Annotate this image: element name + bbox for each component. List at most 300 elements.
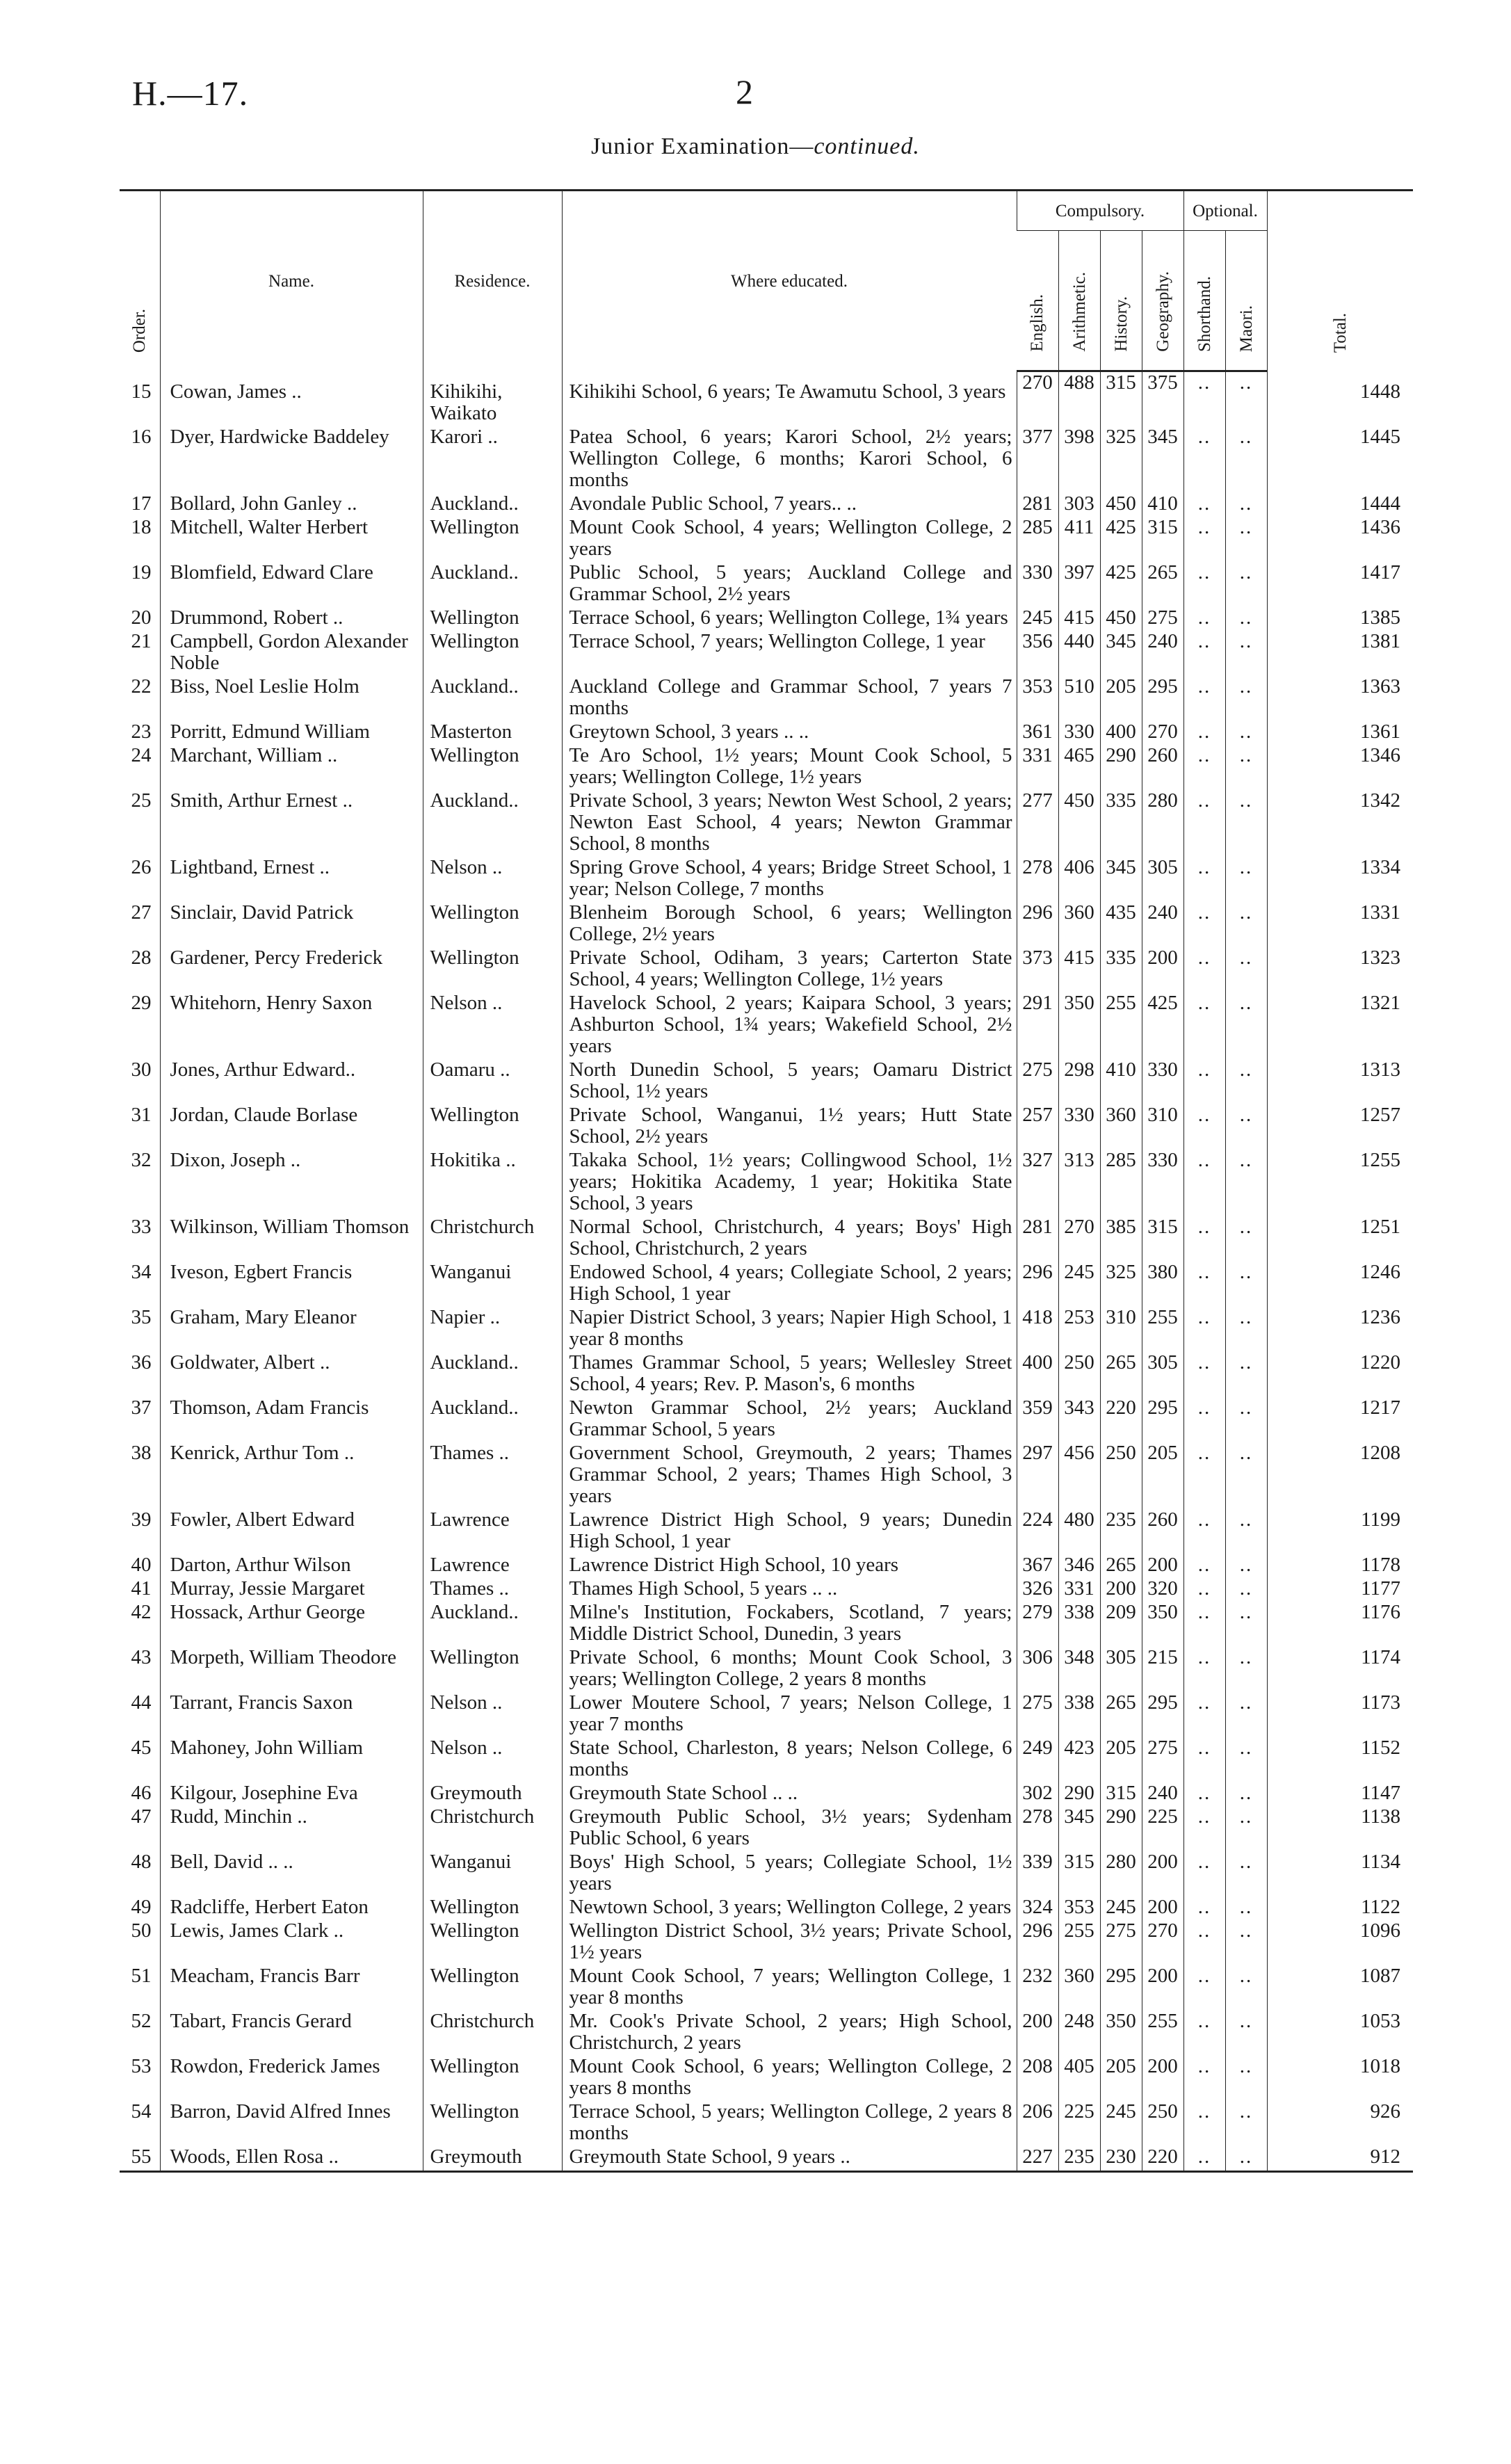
name-cell: Rudd, Minchin ..	[160, 1806, 423, 1851]
maori-mark: ..	[1225, 1782, 1267, 1806]
arithmetic-mark: 398	[1058, 426, 1100, 493]
arithmetic-mark: 360	[1058, 1965, 1100, 2011]
arithmetic-mark: 330	[1058, 1104, 1100, 1150]
name-cell: Drummond, Robert ..	[160, 607, 423, 631]
educated-cell: Takaka School, 1½ years; Collingwood School, 1½ years; Hokitika Academy, 1 year; Hokitika State School, 3 years	[562, 1150, 1017, 1216]
name-cell: Rowdon, Frederick James	[160, 2056, 423, 2101]
english-mark: 306	[1017, 1647, 1058, 1692]
history-mark: 410	[1100, 1059, 1142, 1104]
residence-cell: Nelson ..	[423, 1692, 562, 1737]
name-cell: Radcliffe, Herbert Eaton	[160, 1897, 423, 1920]
order-cell: 51	[131, 1965, 152, 1987]
history-mark: 200	[1100, 1578, 1142, 1602]
educated-cell: Endowed School, 4 years; Collegiate School, 2 years; High School, 1 year	[562, 1262, 1017, 1307]
col-arithmetic-header: Arithmetic.	[1058, 231, 1100, 371]
maori-mark: ..	[1225, 562, 1267, 607]
english-mark: 270	[1017, 371, 1058, 426]
geography-mark: 310	[1142, 1104, 1183, 1150]
geography-mark: 295	[1142, 1692, 1183, 1737]
table-body	[120, 371, 1413, 2172]
history-mark: 265	[1100, 1692, 1142, 1737]
col-residence-header: Residence.	[423, 191, 562, 371]
table-row	[120, 562, 1413, 607]
residence-cell: Auckland..	[423, 1397, 562, 1442]
educated-cell: Lower Moutere School, 7 years; Nelson College, 1 year 7 months	[562, 1692, 1017, 1737]
residence-cell: Christchurch	[423, 2011, 562, 2056]
history-mark: 315	[1100, 1782, 1142, 1806]
order-cell: 26	[131, 856, 152, 878]
col-maori-header: Maori.	[1225, 231, 1267, 371]
name-cell: Biss, Noel Leslie Holm	[160, 676, 423, 721]
residence-cell: Auckland..	[423, 676, 562, 721]
educated-cell: Private School, 6 months; Mount Cook School, 3 years; Wellington College, 2 years 8 months	[562, 1647, 1017, 1692]
arithmetic-mark: 343	[1058, 1397, 1100, 1442]
order-cell: 52	[131, 2010, 152, 2032]
residence-cell: Wellington	[423, 1897, 562, 1920]
total-mark: 1445	[1267, 426, 1413, 493]
english-mark: 339	[1017, 1851, 1058, 1897]
total-mark: 1321	[1267, 992, 1413, 1059]
shorthand-mark: ..	[1183, 992, 1225, 1059]
total-mark: 912	[1267, 2146, 1413, 2172]
order-cell: 19	[131, 561, 152, 583]
geography-mark: 225	[1142, 1806, 1183, 1851]
arithmetic-mark: 415	[1058, 947, 1100, 992]
shorthand-mark: ..	[1183, 721, 1225, 745]
name-cell: Bollard, John Ganley ..	[160, 493, 423, 517]
english-mark: 275	[1017, 1692, 1058, 1737]
residence-cell: Masterton	[423, 721, 562, 745]
arithmetic-mark: 303	[1058, 493, 1100, 517]
arithmetic-mark: 440	[1058, 631, 1100, 676]
residence-cell: Auckland..	[423, 790, 562, 857]
order-cell: 21	[131, 630, 152, 652]
geography-mark: 280	[1142, 790, 1183, 857]
geography-mark: 205	[1142, 1442, 1183, 1509]
english-mark: 353	[1017, 676, 1058, 721]
table-row	[120, 1737, 1413, 1782]
shorthand-mark: ..	[1183, 607, 1225, 631]
shorthand-mark: ..	[1183, 371, 1225, 426]
english-mark: 377	[1017, 426, 1058, 493]
name-cell: Tarrant, Francis Saxon	[160, 1692, 423, 1737]
order-cell: 44	[131, 1691, 152, 1714]
residence-cell: Wellington	[423, 2056, 562, 2101]
history-mark: 205	[1100, 676, 1142, 721]
residence-cell: Wellington	[423, 631, 562, 676]
english-mark: 302	[1017, 1782, 1058, 1806]
order-cell: 46	[131, 1782, 152, 1804]
english-mark: 359	[1017, 1397, 1058, 1442]
geography-mark: 240	[1142, 631, 1183, 676]
maori-mark: ..	[1225, 745, 1267, 790]
geography-mark: 265	[1142, 562, 1183, 607]
maori-mark: ..	[1225, 721, 1267, 745]
maori-mark: ..	[1225, 947, 1267, 992]
col-order-header: Order.	[120, 191, 160, 371]
maori-mark: ..	[1225, 1806, 1267, 1851]
total-mark: 1313	[1267, 1059, 1413, 1104]
english-mark: 326	[1017, 1578, 1058, 1602]
geography-mark: 255	[1142, 2011, 1183, 2056]
educated-cell: Mount Cook School, 4 years; Wellington College, 2 years	[562, 517, 1017, 562]
educated-cell: Private School, Wanganui, 1½ years; Hutt State School, 2½ years	[562, 1104, 1017, 1150]
shorthand-mark: ..	[1183, 1578, 1225, 1602]
history-mark: 335	[1100, 947, 1142, 992]
residence-cell: Nelson ..	[423, 1737, 562, 1782]
name-cell: Porritt, Edmund William	[160, 721, 423, 745]
table-row	[120, 1442, 1413, 1509]
maori-mark: ..	[1225, 676, 1267, 721]
table-row	[120, 1262, 1413, 1307]
history-mark: 280	[1100, 1851, 1142, 1897]
geography-mark: 275	[1142, 607, 1183, 631]
english-mark: 278	[1017, 1806, 1058, 1851]
table-row	[120, 1578, 1413, 1602]
educated-cell: Newton Grammar School, 2½ years; Auckland Grammar School, 5 years	[562, 1397, 1017, 1442]
shorthand-mark: ..	[1183, 1442, 1225, 1509]
english-mark: 331	[1017, 745, 1058, 790]
name-cell: Whitehorn, Henry Saxon	[160, 992, 423, 1059]
page-title	[0, 134, 1511, 160]
order-cell: 50	[131, 1919, 152, 1942]
compulsory-group-header: Compulsory.	[1017, 191, 1183, 231]
shorthand-mark: ..	[1183, 1647, 1225, 1692]
total-mark: 1363	[1267, 676, 1413, 721]
residence-cell: Wellington	[423, 947, 562, 992]
shorthand-mark: ..	[1183, 1150, 1225, 1216]
residence-cell: Lawrence	[423, 1554, 562, 1578]
geography-mark: 275	[1142, 1737, 1183, 1782]
total-mark: 1323	[1267, 947, 1413, 992]
history-mark: 335	[1100, 790, 1142, 857]
history-mark: 345	[1100, 857, 1142, 902]
residence-cell: Karori ..	[423, 426, 562, 493]
col-geography-header: Geography.	[1142, 231, 1183, 371]
educated-cell: Boys' High School, 5 years; Collegiate School, 1½ years	[562, 1851, 1017, 1897]
geography-mark: 315	[1142, 1216, 1183, 1262]
maori-mark: ..	[1225, 1262, 1267, 1307]
maori-mark: ..	[1225, 1059, 1267, 1104]
history-mark: 310	[1100, 1307, 1142, 1352]
geography-mark: 330	[1142, 1059, 1183, 1104]
residence-cell: Thames ..	[423, 1578, 562, 1602]
history-mark: 350	[1100, 2011, 1142, 2056]
order-cell: 35	[131, 1306, 152, 1328]
name-cell: Gardener, Percy Frederick	[160, 947, 423, 992]
educated-cell: Public School, 5 years; Auckland College and Grammar School, 2½ years	[562, 562, 1017, 607]
total-mark: 1257	[1267, 1104, 1413, 1150]
shorthand-mark: ..	[1183, 1806, 1225, 1851]
table-row	[120, 1104, 1413, 1150]
geography-mark: 240	[1142, 1782, 1183, 1806]
maori-mark: ..	[1225, 790, 1267, 857]
table-row	[120, 1851, 1413, 1897]
order-cell: 18	[131, 516, 152, 538]
arithmetic-mark: 313	[1058, 1150, 1100, 1216]
history-mark: 450	[1100, 493, 1142, 517]
total-mark: 1176	[1267, 1602, 1413, 1647]
history-mark: 435	[1100, 902, 1142, 947]
english-mark: 224	[1017, 1509, 1058, 1554]
total-mark: 1138	[1267, 1806, 1413, 1851]
name-cell: Campbell, Gordon Alexander Noble	[160, 631, 423, 676]
order-cell: 55	[120, 2146, 160, 2172]
shorthand-mark: ..	[1183, 676, 1225, 721]
residence-cell: Wellington	[423, 1965, 562, 2011]
history-mark: 245	[1100, 2101, 1142, 2146]
col-total-header: Total.	[1267, 191, 1413, 371]
name-cell: Lightband, Ernest ..	[160, 857, 423, 902]
residence-cell: Auckland..	[423, 562, 562, 607]
arithmetic-mark: 225	[1058, 2101, 1100, 2146]
total-mark: 1381	[1267, 631, 1413, 676]
maori-mark: ..	[1225, 1692, 1267, 1737]
table-row	[120, 1806, 1413, 1851]
arithmetic-mark: 315	[1058, 1851, 1100, 1897]
arithmetic-mark: 330	[1058, 721, 1100, 745]
shorthand-mark: ..	[1183, 2101, 1225, 2146]
total-mark: 1246	[1267, 1262, 1413, 1307]
geography-mark: 270	[1142, 1920, 1183, 1965]
total-mark: 1134	[1267, 1851, 1413, 1897]
page-number: 2	[736, 72, 753, 111]
residence-cell: Auckland..	[423, 1602, 562, 1647]
total-mark: 1255	[1267, 1150, 1413, 1216]
table-header	[120, 191, 1413, 371]
educated-cell: North Dunedin School, 5 years; Oamaru District School, 1½ years	[562, 1059, 1017, 1104]
geography-mark: 200	[1142, 1554, 1183, 1578]
name-cell: Dixon, Joseph ..	[160, 1150, 423, 1216]
shorthand-mark: ..	[1183, 1352, 1225, 1397]
geography-mark: 260	[1142, 1509, 1183, 1554]
residence-cell: Kihikihi, Waikato	[423, 371, 562, 426]
table-row	[120, 631, 1413, 676]
col-english-header: English.	[1017, 231, 1058, 371]
table-row	[120, 902, 1413, 947]
col-history-header: History.	[1100, 231, 1142, 371]
table-row	[120, 493, 1413, 517]
english-mark: 296	[1017, 1262, 1058, 1307]
history-mark: 245	[1100, 1897, 1142, 1920]
educated-cell: Government School, Greymouth, 2 years; Thames Grammar School, 2 years; Thames High School, 3 years	[562, 1442, 1017, 1509]
educated-cell: Patea School, 6 years; Karori School, 2½ years; Wellington College, 6 months; Karori School, 6 months	[562, 426, 1017, 493]
optional-group-header: Optional.	[1183, 191, 1267, 231]
arithmetic-mark: 235	[1058, 2146, 1100, 2172]
maori-mark: ..	[1225, 992, 1267, 1059]
english-mark: 373	[1017, 947, 1058, 992]
residence-cell: Nelson ..	[423, 857, 562, 902]
shorthand-mark: ..	[1183, 790, 1225, 857]
order-cell: 16	[131, 426, 152, 448]
geography-mark: 200	[1142, 1965, 1183, 2011]
name-cell: Marchant, William ..	[160, 745, 423, 790]
arithmetic-mark: 488	[1058, 371, 1100, 426]
arithmetic-mark: 450	[1058, 790, 1100, 857]
shorthand-mark: ..	[1183, 902, 1225, 947]
english-mark: 418	[1017, 1307, 1058, 1352]
order-cell: 22	[131, 675, 152, 698]
english-mark: 208	[1017, 2056, 1058, 2101]
educated-cell: Greymouth State School .. ..	[562, 1782, 1017, 1806]
arithmetic-mark: 245	[1058, 1262, 1100, 1307]
total-mark: 1096	[1267, 1920, 1413, 1965]
arithmetic-mark: 248	[1058, 2011, 1100, 2056]
english-mark: 279	[1017, 1602, 1058, 1647]
name-cell: Dyer, Hardwicke Baddeley	[160, 426, 423, 493]
geography-mark: 295	[1142, 676, 1183, 721]
total-mark: 1444	[1267, 493, 1413, 517]
history-mark: 250	[1100, 1442, 1142, 1509]
educated-cell: Kihikihi School, 6 years; Te Awamutu School, 3 years	[562, 371, 1017, 426]
geography-mark: 200	[1142, 1897, 1183, 1920]
total-mark: 1385	[1267, 607, 1413, 631]
english-mark: 296	[1017, 1920, 1058, 1965]
order-cell: 45	[131, 1737, 152, 1759]
order-cell: 41	[131, 1577, 152, 1600]
total-mark: 1448	[1267, 371, 1413, 426]
english-mark: 275	[1017, 1059, 1058, 1104]
name-cell: Smith, Arthur Ernest ..	[160, 790, 423, 857]
residence-cell: Wellington	[423, 1920, 562, 1965]
total-mark: 1331	[1267, 902, 1413, 947]
geography-mark: 410	[1142, 493, 1183, 517]
order-cell: 31	[131, 1104, 152, 1126]
shorthand-mark: ..	[1183, 1602, 1225, 1647]
english-mark: 327	[1017, 1150, 1058, 1216]
order-cell: 17	[131, 492, 152, 515]
arithmetic-mark: 298	[1058, 1059, 1100, 1104]
arithmetic-mark: 415	[1058, 607, 1100, 631]
order-cell: 53	[131, 2055, 152, 2077]
page-code: H.—17.	[132, 74, 249, 113]
educated-cell: Lawrence District High School, 9 years; Dunedin High School, 1 year	[562, 1509, 1017, 1554]
shorthand-mark: ..	[1183, 426, 1225, 493]
maori-mark: ..	[1225, 1851, 1267, 1897]
shorthand-mark: ..	[1183, 1216, 1225, 1262]
table-row	[120, 1509, 1413, 1554]
shorthand-mark: ..	[1183, 1897, 1225, 1920]
shorthand-mark: ..	[1183, 1059, 1225, 1104]
maori-mark: ..	[1225, 1602, 1267, 1647]
maori-mark: ..	[1225, 1150, 1267, 1216]
shorthand-mark: ..	[1183, 493, 1225, 517]
shorthand-mark: ..	[1183, 1965, 1225, 2011]
total-mark: 1251	[1267, 1216, 1413, 1262]
table-row	[120, 1647, 1413, 1692]
order-cell: 39	[131, 1508, 152, 1531]
arithmetic-mark: 456	[1058, 1442, 1100, 1509]
table-row	[120, 1782, 1413, 1806]
order-cell: 48	[131, 1851, 152, 1873]
geography-mark: 200	[1142, 1851, 1183, 1897]
maori-mark: ..	[1225, 1554, 1267, 1578]
residence-cell: Greymouth	[423, 1782, 562, 1806]
order-cell: 28	[131, 947, 152, 969]
geography-mark: 350	[1142, 1602, 1183, 1647]
arithmetic-mark: 405	[1058, 2056, 1100, 2101]
geography-mark: 200	[1142, 947, 1183, 992]
maori-mark: ..	[1225, 607, 1267, 631]
maori-mark: ..	[1225, 1216, 1267, 1262]
educated-cell: Napier District School, 3 years; Napier High School, 1 year 8 months	[562, 1307, 1017, 1352]
maori-mark: ..	[1225, 1397, 1267, 1442]
order-cell: 25	[131, 789, 152, 812]
educated-cell: Private School, Odiham, 3 years; Carterton State School, 4 years; Wellington College, 1½ years	[562, 947, 1017, 992]
educated-cell: Terrace School, 6 years; Wellington College, 1¾ years	[562, 607, 1017, 631]
educated-cell: Greymouth State School, 9 years ..	[562, 2146, 1017, 2172]
english-mark: 367	[1017, 1554, 1058, 1578]
table-row	[120, 745, 1413, 790]
name-cell: Iveson, Egbert Francis	[160, 1262, 423, 1307]
order-cell: 27	[131, 901, 152, 924]
english-mark: 278	[1017, 857, 1058, 902]
educated-cell: Terrace School, 7 years; Wellington College, 1 year	[562, 631, 1017, 676]
maori-mark: ..	[1225, 1920, 1267, 1965]
name-cell: Blomfield, Edward Clare	[160, 562, 423, 607]
title-continued: continued.	[814, 134, 920, 159]
arithmetic-mark: 397	[1058, 562, 1100, 607]
total-mark: 1152	[1267, 1737, 1413, 1782]
geography-mark: 305	[1142, 857, 1183, 902]
history-mark: 285	[1100, 1150, 1142, 1216]
residence-cell: Wellington	[423, 1647, 562, 1692]
residence-cell: Christchurch	[423, 1216, 562, 1262]
geography-mark: 295	[1142, 1397, 1183, 1442]
arithmetic-mark: 290	[1058, 1782, 1100, 1806]
arithmetic-mark: 338	[1058, 1692, 1100, 1737]
total-mark: 1217	[1267, 1397, 1413, 1442]
total-mark: 926	[1267, 2101, 1413, 2146]
history-mark: 255	[1100, 992, 1142, 1059]
history-mark: 275	[1100, 1920, 1142, 1965]
geography-mark: 330	[1142, 1150, 1183, 1216]
table-row	[120, 1352, 1413, 1397]
residence-cell: Napier ..	[423, 1307, 562, 1352]
table-row	[120, 2056, 1413, 2101]
english-mark: 200	[1017, 2011, 1058, 2056]
residence-cell: Nelson ..	[423, 992, 562, 1059]
maori-mark: ..	[1225, 2011, 1267, 2056]
geography-mark: 260	[1142, 745, 1183, 790]
arithmetic-mark: 350	[1058, 992, 1100, 1059]
order-cell: 24	[131, 744, 152, 766]
english-mark: 330	[1017, 562, 1058, 607]
arithmetic-mark: 346	[1058, 1554, 1100, 1578]
residence-cell: Wellington	[423, 1104, 562, 1150]
english-mark: 361	[1017, 721, 1058, 745]
name-cell: Mahoney, John William	[160, 1737, 423, 1782]
residence-cell: Greymouth	[423, 2146, 562, 2172]
history-mark: 295	[1100, 1965, 1142, 2011]
geography-mark: 255	[1142, 1307, 1183, 1352]
educated-cell: Private School, 3 years; Newton West School, 2 years; Newton East School, 4 years; Newton Grammar School, 8 months	[562, 790, 1017, 857]
results-table	[120, 189, 1413, 2173]
shorthand-mark: ..	[1183, 947, 1225, 992]
english-mark: 249	[1017, 1737, 1058, 1782]
residence-cell: Thames ..	[423, 1442, 562, 1509]
total-mark: 1334	[1267, 857, 1413, 902]
order-cell: 20	[131, 606, 152, 629]
english-mark: 281	[1017, 1216, 1058, 1262]
shorthand-mark: ..	[1183, 2011, 1225, 2056]
name-cell: Graham, Mary Eleanor	[160, 1307, 423, 1352]
geography-mark: 220	[1142, 2146, 1183, 2172]
table-row	[120, 517, 1413, 562]
residence-cell: Christchurch	[423, 1806, 562, 1851]
total-mark: 1199	[1267, 1509, 1413, 1554]
history-mark: 265	[1100, 1554, 1142, 1578]
